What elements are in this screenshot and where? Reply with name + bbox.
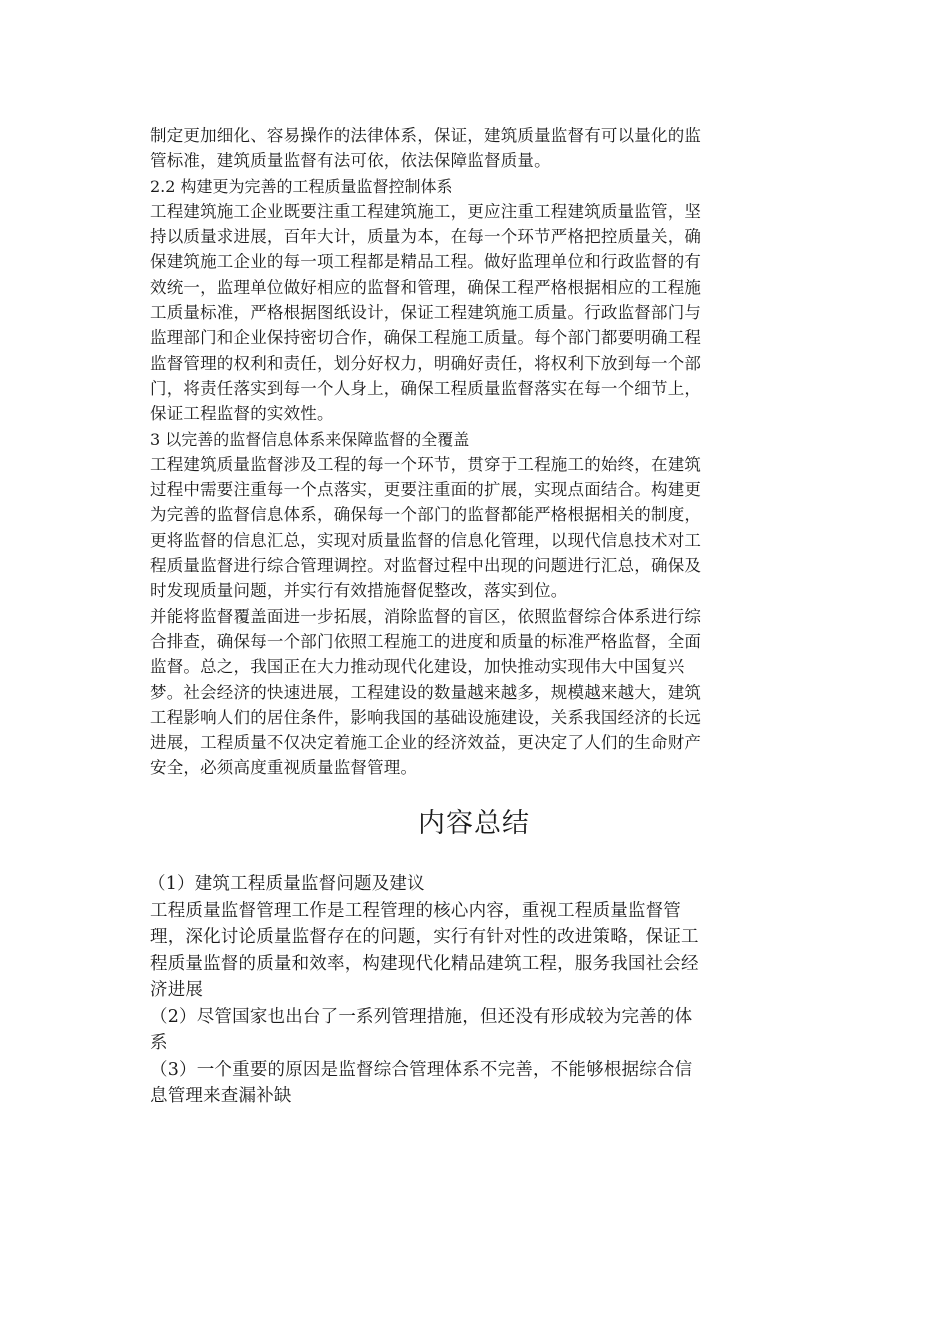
section-heading-3: 3 以完善的监督信息体系来保障监督的全覆盖 bbox=[150, 429, 470, 449]
paragraph-legal-system bbox=[150, 123, 798, 174]
text-line: 梦。社会经济的快速进展，工程建设的数量越来越多，规模越来越大，建筑 bbox=[150, 682, 702, 702]
summary-item-1-title: （1）建筑工程质量监督问题及建议 bbox=[148, 874, 425, 894]
text-line: 理，深化讨论质量监督存在的问题，实行有针对性的改进策略，保证工 bbox=[150, 927, 699, 947]
text-line: 保建筑施工企业的每一项工程都是精品工程。做好监理单位和行政监督的有 bbox=[150, 252, 702, 272]
section-heading-2-2: 2.2 构建更为完善的工程质量监督控制体系 bbox=[150, 176, 453, 196]
text-line: 工程质量监督管理工作是工程管理的核心内容，重视工程质量监督管 bbox=[150, 900, 681, 921]
text-line: 门，将责任落实到每一个人身上，确保工程质量监督落实在每一个细节上， bbox=[150, 378, 702, 398]
text-line: 管标准，建筑质量监督有法可依，依法保障监督质量。 bbox=[150, 151, 551, 171]
text-line: 合排查，确保每一个部门依照工程施工的进度和质量的标准严格监督，全面 bbox=[150, 631, 702, 651]
text-line: 过程中需要注重每一个点落实，更要注重面的扩展，实现点面结合。构建更 bbox=[150, 480, 702, 500]
text-line: （3）一个重要的原因是监督综合管理体系不完善，不能够根据综合信 bbox=[150, 1059, 693, 1080]
text-line: 效统一，监理单位做好相应的监督和管理，确保工程严格根据相应的工程施 bbox=[150, 277, 702, 297]
text-line: 制定更加细化、容易操作的法律体系，保证，建筑质量监督有可以量化的监 bbox=[150, 126, 702, 145]
text-line: 时发现质量问题，并实行有效措施督促整改，落实到位。 bbox=[150, 581, 568, 601]
text-line: 系 bbox=[150, 1033, 168, 1053]
text-line: 程质量监督进行综合管理调控。对监督过程中出现的问题进行汇总，确保及 bbox=[150, 556, 702, 576]
summary-title: 内容总结 bbox=[418, 808, 530, 839]
paragraph-control-system bbox=[150, 199, 798, 427]
text-line: 息管理来查漏补缺 bbox=[150, 1086, 292, 1106]
text-line: 保证工程监督的实效性。 bbox=[150, 404, 334, 424]
text-line: 工程建筑施工企业既要注重工程建筑施工，更应注重工程建筑质量监管，坚 bbox=[150, 201, 702, 221]
summary-item-3 bbox=[150, 1057, 798, 1110]
text-line: 济进展 bbox=[150, 980, 204, 1000]
paragraph-information-system bbox=[150, 452, 798, 604]
text-line: 持以质量求进展，百年大计，质量为本，在每一个环节严格把控质量关，确 bbox=[150, 227, 702, 247]
summary-section bbox=[150, 871, 798, 1110]
text-line: 并能将监督覆盖面进一步拓展，消除监督的盲区，依照监督综合体系进行综 bbox=[150, 606, 702, 626]
summary-item-1-text bbox=[150, 898, 798, 1004]
text-line: 进展，工程质量不仅决定着施工企业的经济效益，更决定了人们的生命财产 bbox=[150, 733, 702, 753]
text-line: 工程影响人们的居住条件，影响我国的基础设施建设，关系我国经济的长远 bbox=[150, 707, 702, 727]
text-line: 监督管理的权利和责任，划分好权力，明确好责任，将权利下放到每一个部 bbox=[150, 353, 702, 373]
text-line: 程质量监督的质量和效率，构建现代化精品建筑工程，服务我国社会经 bbox=[150, 953, 699, 974]
text-line: 工程建筑质量监督涉及工程的每一个环节，贯穿于工程施工的始终，在建筑 bbox=[150, 454, 702, 474]
summary-item-2 bbox=[150, 1004, 798, 1057]
text-line: 安全，必须高度重视质量监督管理。 bbox=[150, 758, 418, 778]
text-line: 工质量标准，严格根据图纸设计，保证工程建筑施工质量。行政监督部门与 bbox=[150, 303, 702, 323]
paragraph-coverage bbox=[150, 604, 798, 781]
text-line: （2）尽管国家也出台了一系列管理措施，但还没有形成较为完善的体 bbox=[150, 1006, 693, 1027]
document-page bbox=[148, 123, 798, 1106]
text-line: 为完善的监督信息体系，确保每一个部门的监督都能严格根据相关的制度， bbox=[150, 505, 702, 525]
text-line: 监理部门和企业保持密切合作，确保工程施工质量。每个部门都要明确工程 bbox=[150, 328, 702, 348]
text-line: 监督。总之，我国正在大力推动现代化建设，加快推动实现伟大中国复兴 bbox=[150, 657, 685, 677]
text-line: 更将监督的信息汇总，实现对质量监督的信息化管理，以现代信息技术对工 bbox=[150, 530, 702, 550]
